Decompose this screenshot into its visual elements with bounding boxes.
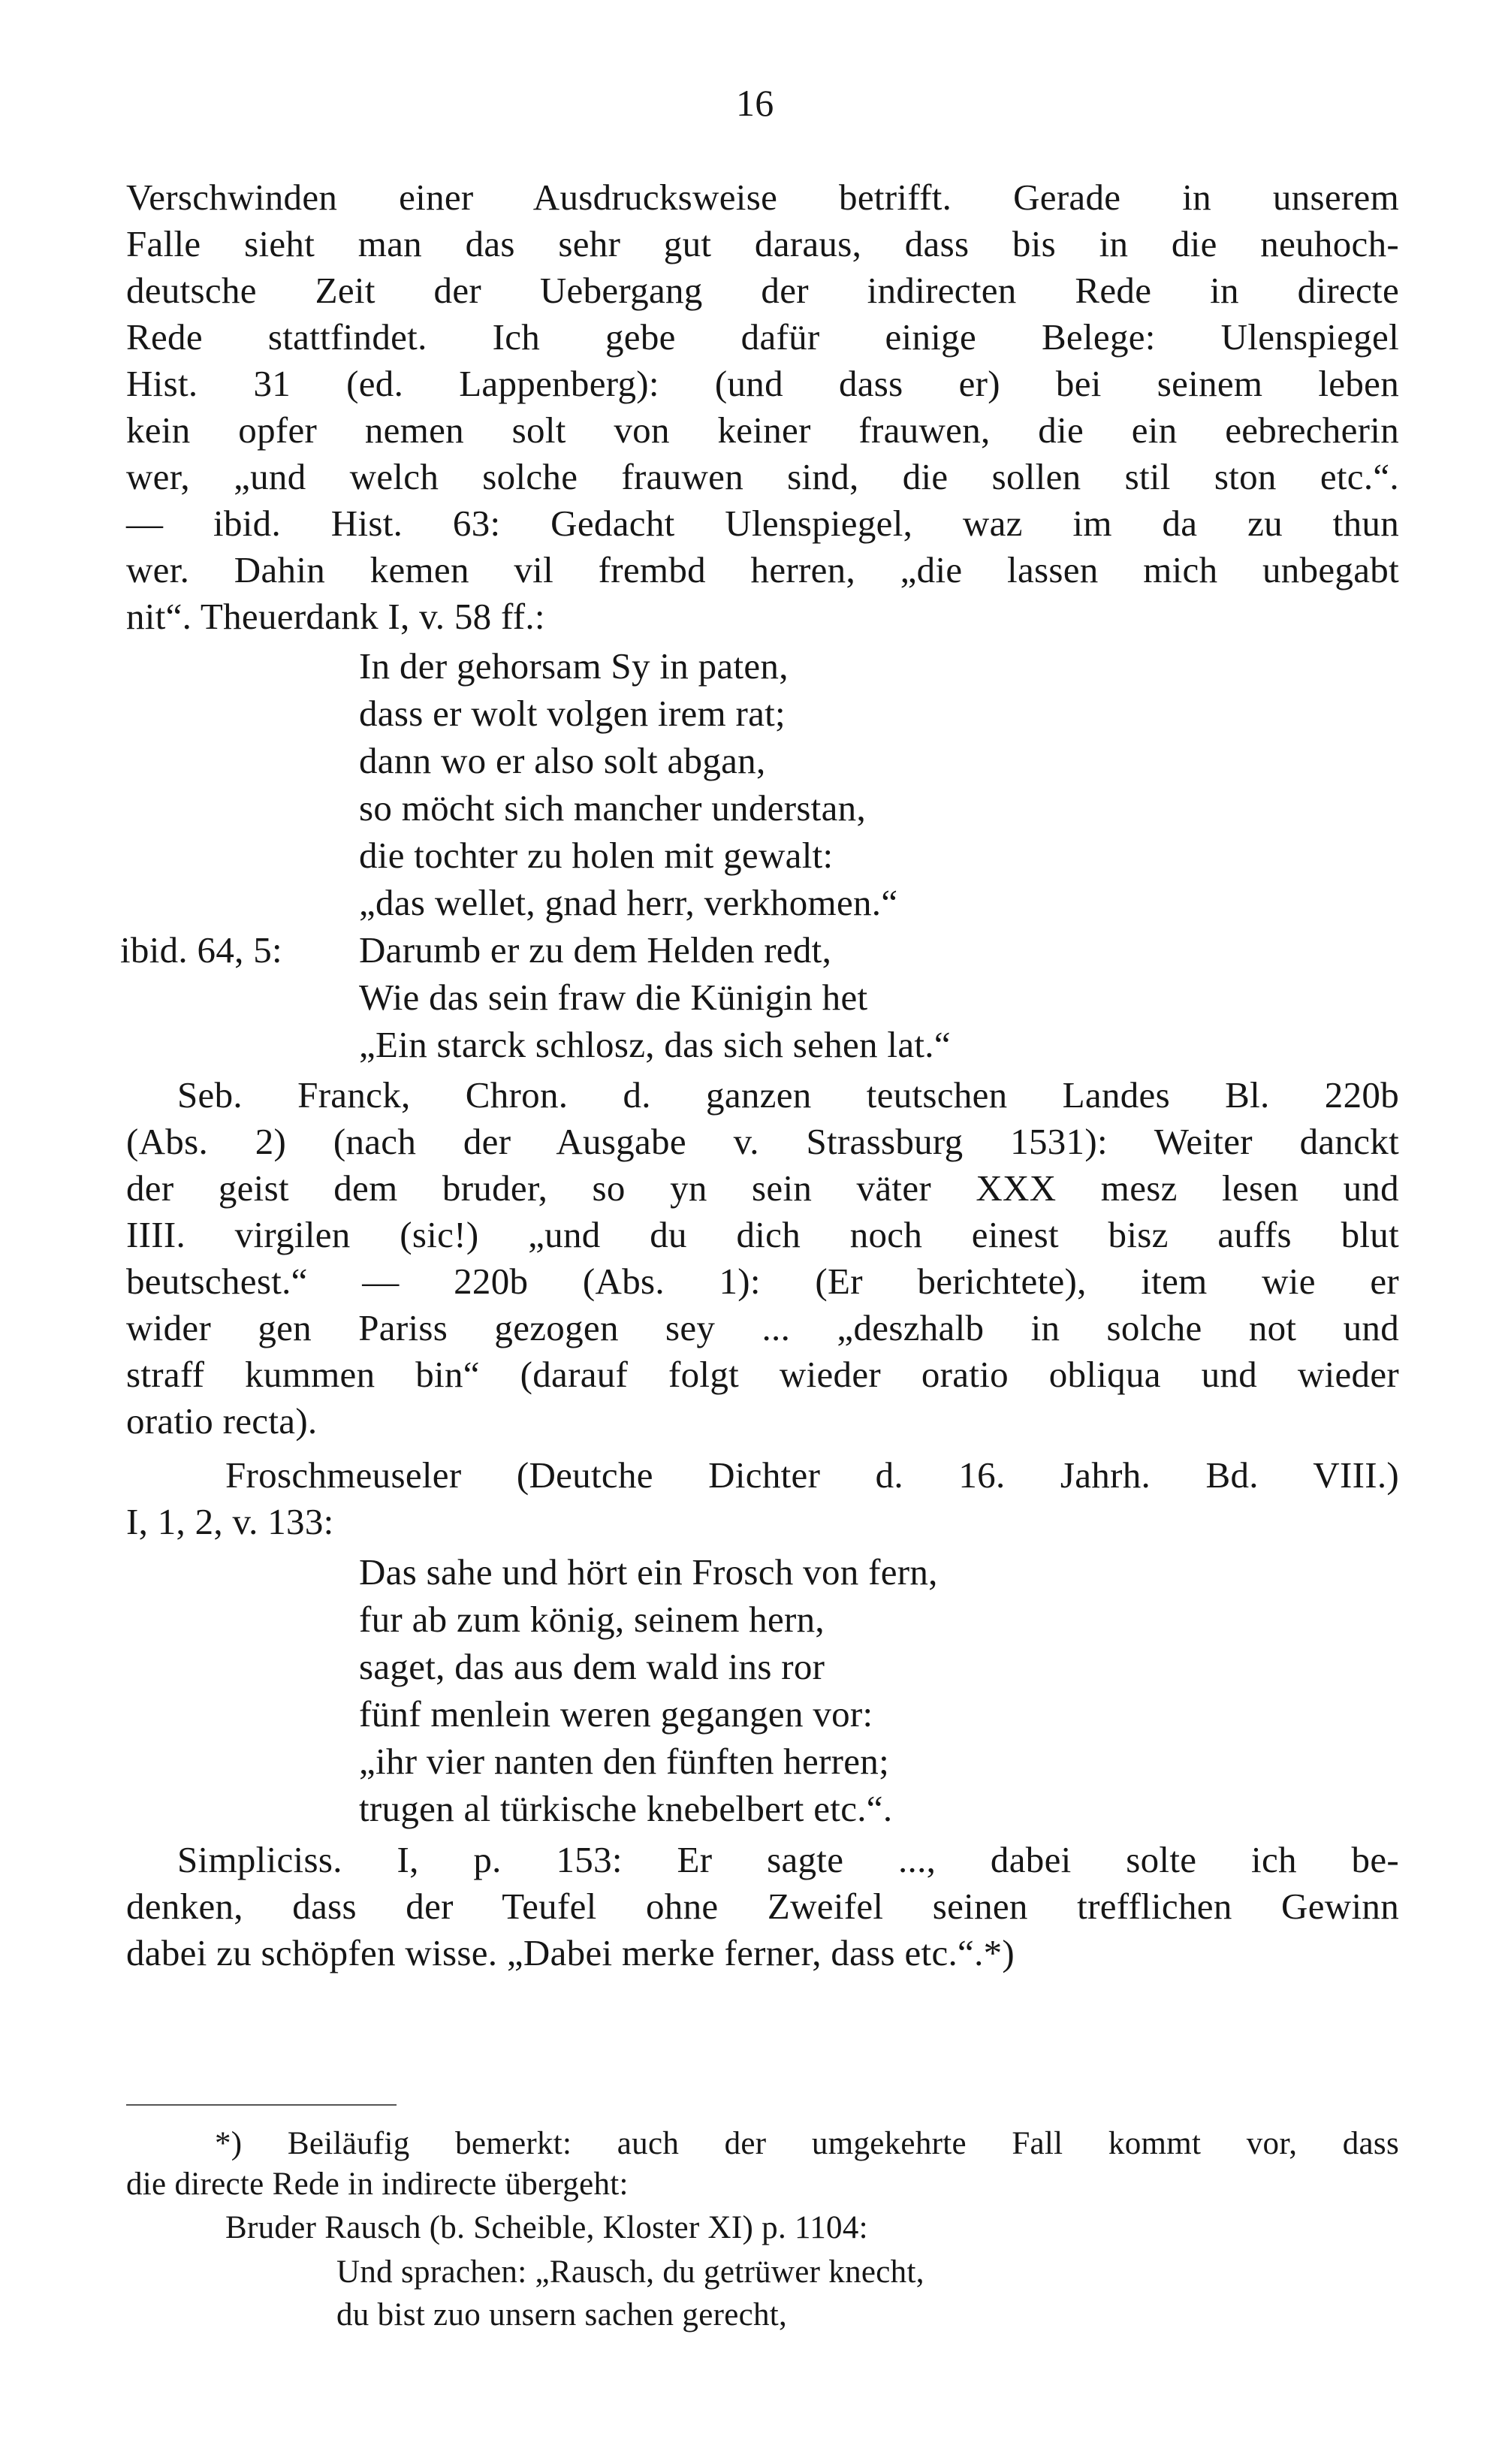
text-line: IIII. virgilen (sic!) „und du dich noch einest bisz auffs blut [126,1214,1399,1255]
page-number: 16 [736,82,774,124]
text-line: dabei zu schöpfen wisse. „Dabei merke ferner, dass etc.“.*) [126,1932,1015,1973]
footnote-citation: Bruder Rausch (b. Scheible, Kloster XI) p. 1104: [225,2210,868,2245]
text-line: oratio recta). [126,1400,318,1442]
text-line: Hist. 31 (ed. Lappenberg): (und dass er) bei seinem leben [126,363,1399,404]
text-line: kein opfer nemen solt von keiner frauwen, die ein eebrecherin [126,409,1399,451]
text-line: deutsche Zeit der Uebergang der indirecten Rede in directe [126,270,1399,311]
verse-line: „das wellet, gnad herr, verkhomen.“ [359,882,898,923]
text-line: Simpliciss. I, p. 153: Er sagte ..., dabei solte ich be- [177,1839,1399,1880]
verse-line: so möcht sich mancher understan, [359,787,866,829]
verse-line: fünf menlein weren gegangen vor: [359,1693,873,1735]
verse-line: Das sahe und hört ein Frosch von fern, [359,1551,938,1593]
footnote-line: die directe Rede in indirecte übergeht: [126,2167,629,2202]
text-line: beutschest.“ — 220b (Abs. 1): (Er berichtete), item wie er [126,1261,1399,1302]
text-line: wer. Dahin kemen vil frembd herren, „die lassen mich unbegabt [126,549,1399,590]
verse-line: die tochter zu holen mit gewalt: [359,835,834,876]
text-line: nit“. Theuerdank I, v. 58 ff.: [126,596,545,637]
verse-line: dass er wolt volgen irem rat; [359,693,786,734]
verse-line: Wie das sein fraw die Künigin het [359,977,868,1018]
text-line: denken, dass der Teufel ohne Zweifel seinen trefflichen Gewinn [126,1886,1399,1927]
verse-line: „Ein starck schlosz, das sich sehen lat.“ [359,1024,951,1065]
footnote-verse-line: du bist zuo unsern sachen gerecht, [336,2297,788,2333]
text-line: Rede stattfindet. Ich gebe dafür einige Belege: Ulenspiegel [126,316,1399,358]
text-line: wer, „und welch solche frauwen sind, die sollen stil ston etc.“. [126,456,1399,497]
text-line: Falle sieht man das sehr gut daraus, dass bis in die neuhoch- [126,223,1399,264]
text-line: I, 1, 2, v. 133: [126,1501,334,1542]
verse-line: trugen al türkische knebelbert etc.“. [359,1788,893,1829]
text-line: Froschmeuseler (Deutche Dichter d. 16. Jahrh. Bd. VIII.) [225,1454,1399,1496]
verse-line: In der gehorsam Sy in paten, [359,645,789,687]
text-line: straff kummen bin“ (darauf folgt wieder oratio obliqua und wieder [126,1354,1399,1395]
text-line: wider gen Pariss gezogen sey ... „deszhalb in solche not und [126,1307,1399,1348]
text-line: Verschwinden einer Ausdrucksweise betrifft. Gerade in unserem [126,177,1399,218]
verse-line: Darumb er zu dem Helden redt, [359,929,832,971]
footnote-separator [126,2104,397,2106]
verse-line: saget, das aus dem wald ins ror [359,1646,825,1687]
footnote-line: *) Beiläufig bemerkt: auch der umgekehrte Fall kommt vor, dass [215,2126,1399,2161]
verse-line: dann wo er also solt abgan, [359,740,766,781]
text-line: Seb. Franck, Chron. d. ganzen teutschen Landes Bl. 220b [177,1074,1399,1116]
text-line: — ibid. Hist. 63: Gedacht Ulenspiegel, waz im da zu thun [126,503,1399,544]
verse-line: „ihr vier nanten den fünften herren; [359,1741,890,1782]
footnote-verse-line: Und sprachen: „Rausch, du getrüwer knecht, [336,2254,924,2290]
text-line: (Abs. 2) (nach der Ausgabe v. Strassburg 1531): Weiter danckt [126,1121,1399,1162]
text-line: der geist dem bruder, so yn sein väter XXX mesz lesen und [126,1167,1399,1209]
citation-reference: ibid. 64, 5: [120,929,282,971]
verse-line: fur ab zum könig, seinem hern, [359,1599,825,1640]
